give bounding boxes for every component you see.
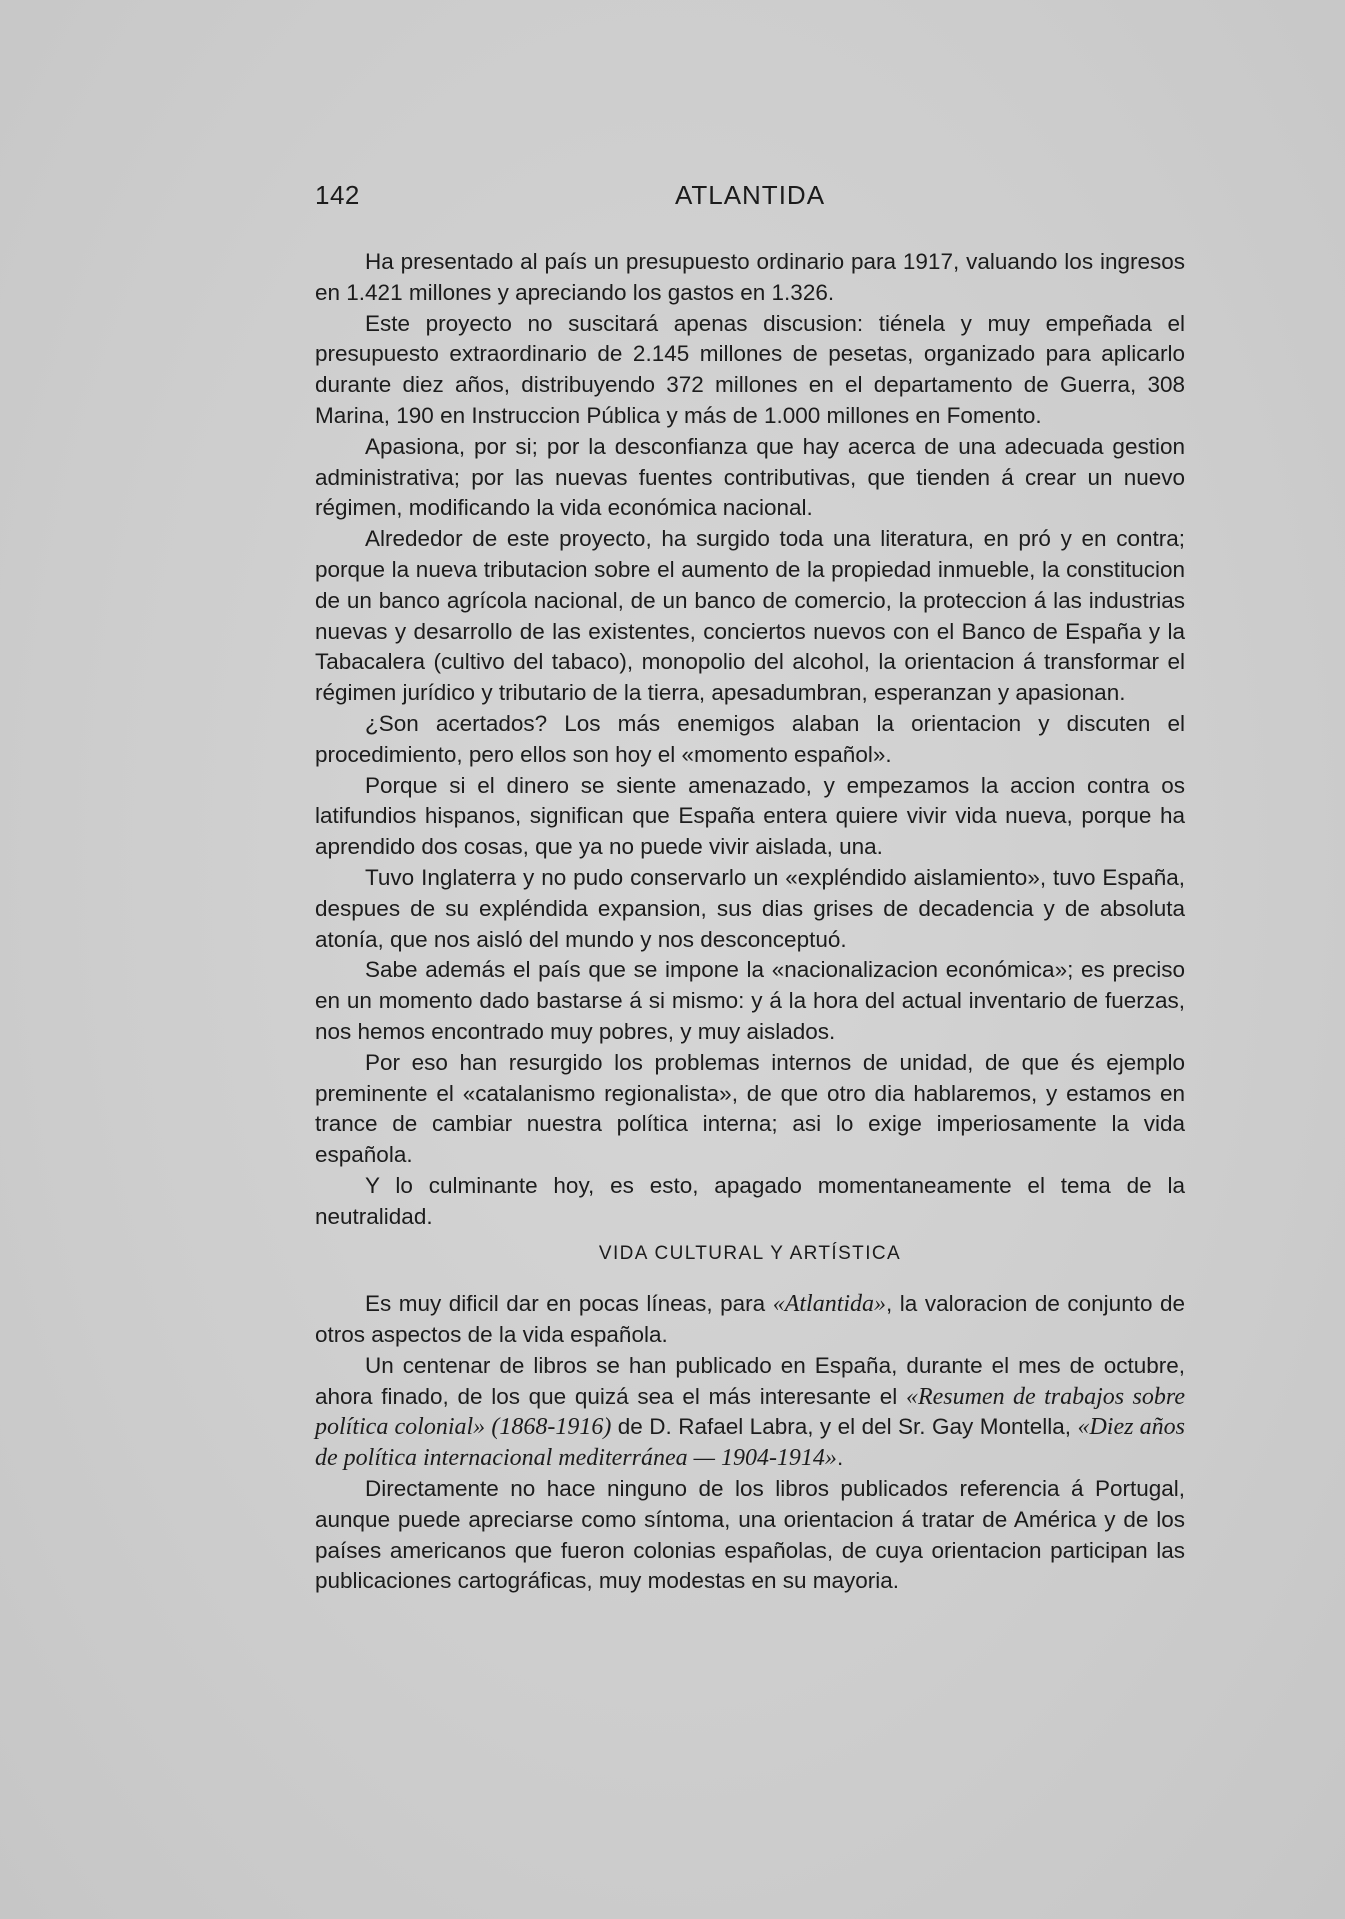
paragraph: ¿Son acertados? Los más enemigos alaban la orientacion y discuten el procedimiento, pero ellos son hoy el «momento español».	[315, 710, 1185, 767]
text-run: Es muy dificil dar en pocas líneas, para	[365, 1291, 773, 1317]
journal-title: «Atlantida»	[772, 1291, 887, 1318]
text-run: Un centenar de libros se han publicado en España, durante el mes de octubre, ahora finado, de los que quizá sea el más interesante el	[315, 1352, 1185, 1409]
paragraph	[315, 1351, 1185, 1474]
paragraph: Y lo culminante hoy, es esto, apagado momentaneamente el tema de la neutralidad.	[315, 1172, 1185, 1229]
paragraph: Por eso han resurgido los problemas internos de unidad, de que és ejemplo preminente el «catalanismo regionalista», de que otro dia hablaremos, y estamos en trance de cambiar nuestra política interna; asi lo exige imperiosamente la vida española.	[315, 1049, 1185, 1168]
body-text	[315, 247, 1185, 1597]
page-header	[315, 180, 1185, 220]
paragraph: Directamente no hace ninguno de los libros publicados referencia á Portugal, aunque puede apreciarse como síntoma, una orientacion á tratar de América y de los países americanos que fueron colonias españolas, de cuya orientacion participan las publicaciones cartográficas, muy modestas en su mayoria.	[315, 1476, 1185, 1594]
paragraph: Este proyecto no suscitará apenas discusion: tiénela y muy empeñada el presupuesto extraordinario de 2.145 millones de pesetas, organizado para aplicarlo durante diez años, distribuyendo 372 millones en el departamento de Guerra, 308 Marina, 190 en Instruccion Pública y más de 1.000 millones en Fomento.	[315, 310, 1185, 428]
paragraph	[315, 1289, 1185, 1351]
paragraph: Alrededor de este proyecto, ha surgido toda una literatura, en pró y en contra; porque la nueva tributacion sobre el aumento de la propiedad inmueble, la constitucion de un banco agrícola nacional, de un banco de comercio, la proteccion á las industrias nuevas y desarrollo de las existentes, conciertos nuevos con el Banco de España y la Tabacalera (cultivo del tabaco), monopolio del alcohol, la orientacion á transformar el régimen jurídico y tributario de la tierra, apesadumbran, esperanzan y apasionan.	[315, 526, 1185, 706]
running-title: ATLANTIDA	[674, 180, 826, 210]
paragraph: Tuvo Inglaterra y no pudo conservarlo un «expléndido aislamiento», tuvo España, despues de su expléndida expansion, sus dias grises de decadencia y de absoluta atonía, que nos aisló del mundo y nos desconceptuó.	[315, 864, 1185, 952]
paragraph: Ha presentado al país un presupuesto ordinario para 1917, valuando los ingresos en 1.421 millones y apreciando los gastos en 1.326.	[315, 249, 1185, 305]
paragraph: Apasiona, por si; por la desconfianza que hay acerca de una adecuada gestion administrativa; por las nuevas fuentes contributivas, que tienden á crear un nuevo régimen, modificando la vida económica nacional.	[315, 433, 1185, 521]
paragraph: Porque si el dinero se siente amenazado, y empezamos la accion contra os latifundios hispanos, significan que España entera quiere vivir vida nueva, porque ha aprendido dos cosas, que ya no puede vivir aislada, una.	[315, 772, 1185, 860]
section-heading: VIDA CULTURAL Y ARTÍSTICA	[598, 1242, 902, 1264]
text-run: , la valoracion de conjunto de otros aspectos de la vida española.	[315, 1291, 1185, 1348]
page-number: 142	[315, 180, 360, 210]
text-run: de D. Rafael Labra, y el del Sr. Gay Montella,	[611, 1414, 1078, 1440]
text-run: .	[836, 1445, 844, 1471]
book-title: «Diez años de política internacional mediterránea — 1904-1914»	[315, 1414, 1185, 1472]
paragraph: Sabe además el país que se impone la «nacionalizacion económica»; es preciso en un momento dado bastarse á si mismo: y á la hora del actual inventario de fuerzas, nos hemos encontrado muy pobres, y muy aislados.	[315, 957, 1185, 1044]
book-title: «Resumen de trabajos sobre política colonial» (1868-1916)	[315, 1383, 1185, 1441]
